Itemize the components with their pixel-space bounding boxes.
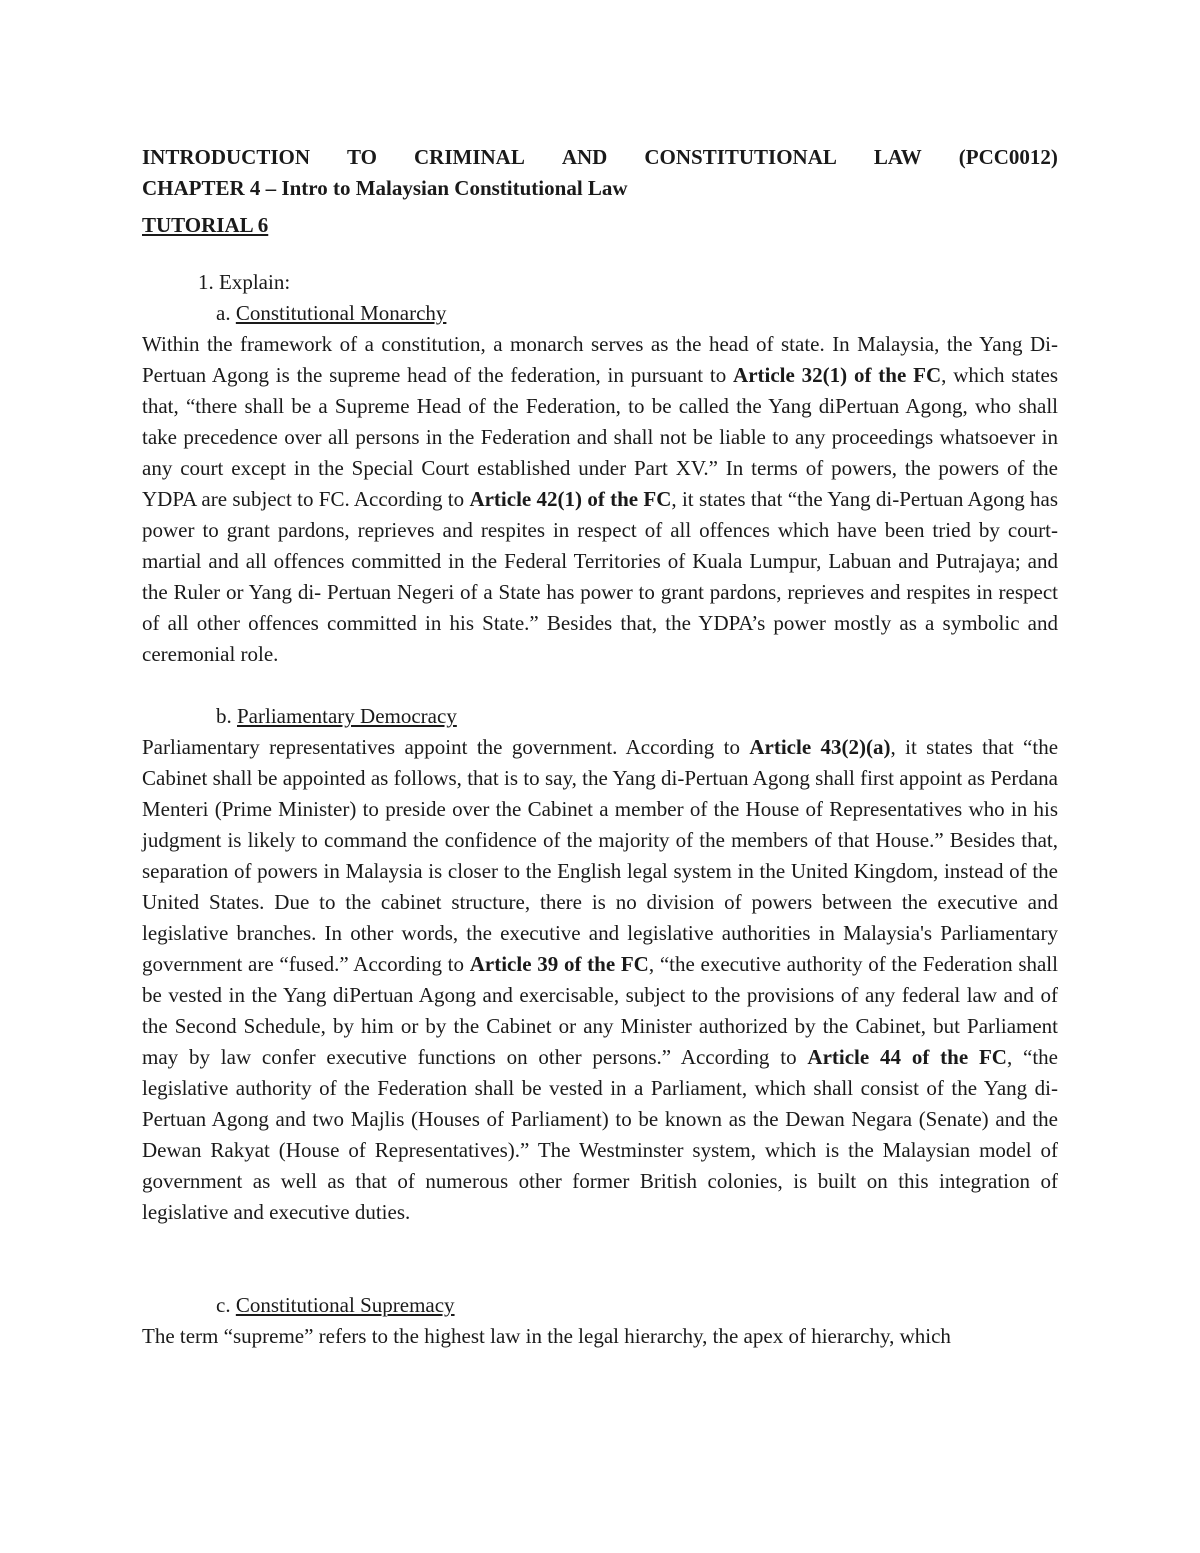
question-number: 1. <box>198 270 214 294</box>
article-reference: Article 44 of the FC <box>807 1045 1007 1069</box>
question-label: Explain: <box>219 270 291 294</box>
paragraph-text: , it states that “the Yang di-Pertuan Agong has power to grant pardons, reprieves and respites in respect of all offences which have been tried by court-martial and all offences committed in the Federal Territories of Kuala Lumpur, Labuan and Putrajaya; and the Ruler or Yang di- Pertuan Negeri of a State has power to grant pardons, reprieves and respites in respect of all other offences committed in his State.” Besides that, the YDPA’s power mostly as a symbolic and ceremonial role. <box>142 487 1058 666</box>
spacer <box>142 670 1058 701</box>
section-letter: a. <box>216 301 231 325</box>
paragraph-text: Within the framework of a constitution, a monarch serves as the head of state. In Malaysia, the Yang Di-Pertuan Agong is the supreme head of the federation, in pursuant to <box>142 332 1058 387</box>
section-title: Constitutional Supremacy <box>235 1293 455 1317</box>
title-word: CRIMINAL <box>414 145 525 169</box>
spacer <box>142 1228 1058 1290</box>
paragraph-text: , it states that “the Cabinet shall be appointed as follows, that is to say, the Yang di-Pertuan Agong shall first appoint as Perdana Menteri (Prime Minister) to preside over the Cabinet a member of the House of Representatives who in his judgment is likely to command the confidence of the majority of the members of that House.” Besides that, separation of powers in Malaysia is closer to the English legal system in the United Kingdom, instead of the United States. Due to the cabinet structure, there is no division of powers between the executive and legislative branches. In other words, the executive and legislative authorities in Malaysia's Parliamentary government are “fused.” According to <box>142 735 1059 976</box>
paragraph-text: Parliamentary representatives appoint the government. According to <box>142 735 750 759</box>
article-reference: Article 39 of the FC <box>469 952 649 976</box>
paragraph-text: The term “supreme” refers to the highest law in the legal hierarchy, the apex of hierarchy, which <box>142 1324 951 1348</box>
document-body <box>142 142 1058 1352</box>
title-word: CONSTITUTIONAL <box>644 145 837 169</box>
section-c-heading <box>142 1290 1058 1321</box>
title-word: LAW <box>873 145 922 169</box>
section-b-paragraph <box>142 732 1058 1228</box>
title-word: INTRODUCTION <box>142 145 311 169</box>
title-word: TO <box>347 145 377 169</box>
question-1 <box>142 267 1058 298</box>
section-title: Parliamentary Democracy <box>237 704 457 728</box>
tutorial-heading: TUTORIAL 6 <box>142 213 269 237</box>
title-word: (PCC0012) <box>958 145 1058 169</box>
section-letter: c. <box>216 1293 231 1317</box>
section-letter: b. <box>216 704 232 728</box>
chapter-heading: CHAPTER 4 – Intro to Malaysian Constitutional Law <box>142 176 628 200</box>
article-reference: Article 32(1) of the FC <box>733 363 942 387</box>
paragraph-text: , which states that, “there shall be a Supreme Head of the Federation, to be called the Yang diPertuan Agong, who shall take precedence over all persons in the Federation and shall not be liable to any proceedings whatsoever in any court except in the Special Court established under Part XV.” In terms of powers, the powers of the YDPA are subject to FC. According to <box>142 363 1059 511</box>
title-word: AND <box>561 145 608 169</box>
paragraph-text: , “the legislative authority of the Federation shall be vested in a Parliament, which shall consist of the Yang di-Pertuan Agong and two Majlis (Houses of Parliament) to be known as the Dewan Negara (Senate) and the Dewan Rakyat (House of Representatives).” The Westminster system, which is the Malaysian model of government as well as that of numerous other former British colonies, is built on this integration of legislative and executive duties. <box>142 1045 1058 1224</box>
paragraph-text: , “the executive authority of the Federation shall be vested in the Yang diPertuan Agong and exercisable, subject to the provisions of any federal law and of the Second Schedule, by him or by the Cabinet or any Minister authorized by the Cabinet, but Parliament may by law confer executive functions on other persons.” According to <box>142 952 1058 1069</box>
section-a-paragraph <box>142 329 1058 670</box>
section-a-heading <box>142 298 1058 329</box>
section-c-paragraph <box>142 1321 1058 1352</box>
section-title: Constitutional Monarchy <box>235 301 447 325</box>
article-reference: Article 43(2)(a) <box>749 735 891 759</box>
section-b-heading <box>142 701 1058 732</box>
article-reference: Article 42(1) of the FC <box>469 487 672 511</box>
course-title <box>142 142 1058 173</box>
